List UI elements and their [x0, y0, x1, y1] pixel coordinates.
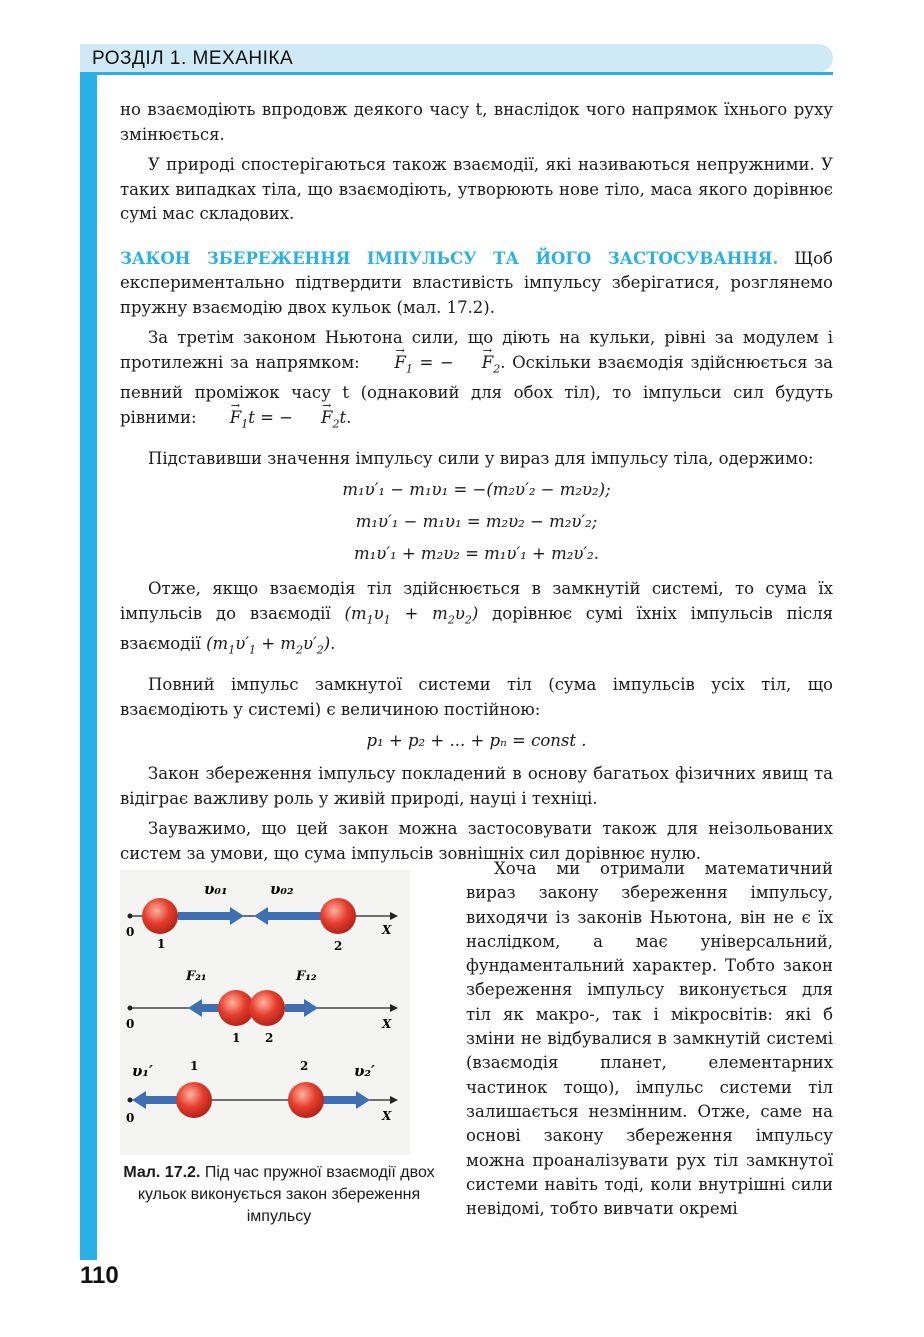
ball-2-after: [288, 1082, 324, 1118]
ball-2: [320, 898, 356, 934]
paragraph-closed-system: Отже, якщо взаємодія тіл здійснюється в замкнутій системі, то сума їх імпульсів до взаємодії $(m_1\upsilon_1 + m_2\upsilon_2)$ дорівнює сумі їхніх імпульсів після взаємодії $(m_1\upsilon'_1 + m_2\upsilon'_2)$.: [120, 579, 833, 657]
label-f12: F₁₂: [296, 969, 317, 984]
ball-1-after: [176, 1082, 212, 1118]
paragraph-nonisolated: Зауважимо, що цей закон можна застосовувати також для неізольованих систем за умови, що сума імпульсів зовнішніх сил дорівнює нулю.: [120, 819, 833, 863]
formula-conservation: p₁ + p₂ + ... + pₙ = const .: [366, 731, 587, 751]
law-heading: ЗАКОН ЗБЕРЕЖЕННЯ ІМПУЛЬСУ ТА ЙОГО ЗАСТОСУВАННЯ.: [120, 248, 779, 268]
svg-text:0: 0: [126, 1017, 135, 1031]
closed-text-a: Отже, якщо взаємодія тіл здійснюється в замкнутій системі, то сума їх імпульсів до взаємодії: [120, 579, 833, 623]
ball-1: [142, 898, 178, 934]
formula-2: m₁υ′₁ − m₁υ₁ = m₂υ₂ − m₂υ′₂;: [355, 512, 598, 532]
svg-text:2: 2: [334, 939, 343, 953]
label-v01: υ₀₁: [204, 880, 228, 898]
svg-text:1: 1: [232, 1031, 241, 1045]
label-v1p: υ₁′: [132, 1062, 153, 1080]
svg-text:X: X: [382, 1017, 392, 1031]
ball-1-contact: [218, 990, 254, 1026]
svg-text:X: X: [382, 1109, 392, 1123]
main-text: [120, 98, 833, 866]
section-title: РОЗДІЛ 1. МЕХАНІКА: [92, 48, 294, 69]
svg-text:2: 2: [300, 1059, 309, 1073]
svg-text:1: 1: [190, 1059, 199, 1073]
closed-text-b: дорівнює сумі їхніх імпульсів після взаємодії: [120, 603, 833, 654]
paragraph-basis: Закон збереження імпульсу покладений в основу багатьох фізичних явищ та відіграє важливу роль у живій природі, науці і техніці.: [120, 764, 833, 808]
paragraph-2: У природі спостерігаються також взаємодії, які називаються непружними. У таких випадках тіла, що взаємодіють, утворюють нове тіло, маса якого дорівнює сумі мас складових.: [120, 155, 833, 223]
svg-text:2: 2: [265, 1031, 274, 1045]
law-intro-text: Щоб експериментально підтвердити властивість імпульсу зберігатися, розглянемо пружну взаємодію двох кульок (мал. 17.2).: [120, 248, 833, 317]
caption-text: Під час пружної взаємодії двох кульок виконується закон збереження імпульсу: [137, 1164, 435, 1225]
newton-text-b: . Оскільки взаємодія здійснюється за певний проміжок часу t (однаковий для обох тіл), то імпульси сил будуть рівними:: [120, 352, 833, 427]
paragraph-1: но взаємодіють впродовж деякого часу t, внаслідок чого напрямок їхнього руху змінюється.: [120, 100, 833, 144]
force-arrow-f21: [188, 999, 220, 1017]
page-number: 110: [80, 1262, 119, 1289]
right-column: [466, 857, 833, 1221]
paragraph-law: [120, 247, 833, 321]
section-header: [80, 44, 833, 72]
label-f21: F₂₁: [186, 969, 207, 984]
paragraph-newton: За третім законом Ньютона сили, що діють на кульки, рівні за модулем і протилежні за напрямком: → $F_1$ = −→ $F_2$. Оскільки взаємодія здійснюється за певний проміжок часу t (однаковий для обох тіл), то імпульси сил будуть рівними: → $F_1t$ = −→ $F_2t$.: [120, 326, 833, 437]
svg-text:1: 1: [157, 937, 166, 951]
figure-caption: [120, 1162, 438, 1228]
label-v02: υ₀₂: [270, 880, 294, 898]
formula-impulses: → $F_1t$ = −→ $F_2t$: [202, 408, 346, 427]
figure-17-2: [120, 870, 410, 1155]
paragraph-universal: Хоча ми отримали математичний вираз закону збереження імпульсу, виходячи із законів Ньютона, він не є їх наслідком, а має універсальний, фундаментальний характер. Тобто закон збереження імпульсу виконується для тіл як макро-, так і мікросвітів: які б зміни не відбувалися в замкнутій системі (взаємодія планет, елементарних частинок тощо), імпульс системи тіл залишається незмінним. Отже, саме на основі закону збереження імпульсу можна проаналізувати рух тіл замкнутої системи навіть тоді, коли внутрішні сили невідомі, тобто вивчати окремі: [466, 859, 833, 1219]
velocity-arrow-v1p: [132, 1091, 182, 1109]
ball-2-contact: [249, 990, 285, 1026]
velocity-arrow-v01: [178, 907, 244, 925]
svg-text:0: 0: [126, 925, 135, 939]
svg-text:X: X: [382, 923, 392, 937]
paragraph-total: Повний імпульс замкнутої системи тіл (сума імпульсів усіх тіл, що взаємодіють у системі) є величиною постійною:: [120, 675, 833, 719]
side-accent-bar: [80, 72, 97, 1260]
caption-label: Мал. 17.2.: [123, 1164, 201, 1181]
velocity-arrow-v2p: [320, 1091, 370, 1109]
newton-text-a: За третім законом Ньютона сили, що діють на кульки, рівні за модулем і протилежні за напрямком:: [120, 328, 833, 372]
force-arrow-f12: [285, 999, 318, 1017]
velocity-arrow-v02: [254, 907, 324, 925]
formula-3: m₁υ′₁ + m₂υ₂ = m₁υ′₁ + m₂υ′₂.: [353, 544, 600, 564]
svg-text:0: 0: [126, 1111, 135, 1125]
header-rule: [80, 72, 833, 75]
formula-1: m₁υ′₁ − m₁υ₁ = −(m₂υ′₂ − m₂υ₂);: [342, 480, 611, 500]
formula-forces: → $F_1$ = −→ $F_2$: [366, 353, 500, 372]
collision-diagram: [120, 870, 410, 1155]
paragraph-substitute: Підставивши значення імпульсу сили у вираз для імпульсу тіла, одержимо:: [148, 448, 814, 468]
label-v2p: υ₂′: [354, 1062, 375, 1080]
axis-arrow-1: [390, 912, 398, 920]
